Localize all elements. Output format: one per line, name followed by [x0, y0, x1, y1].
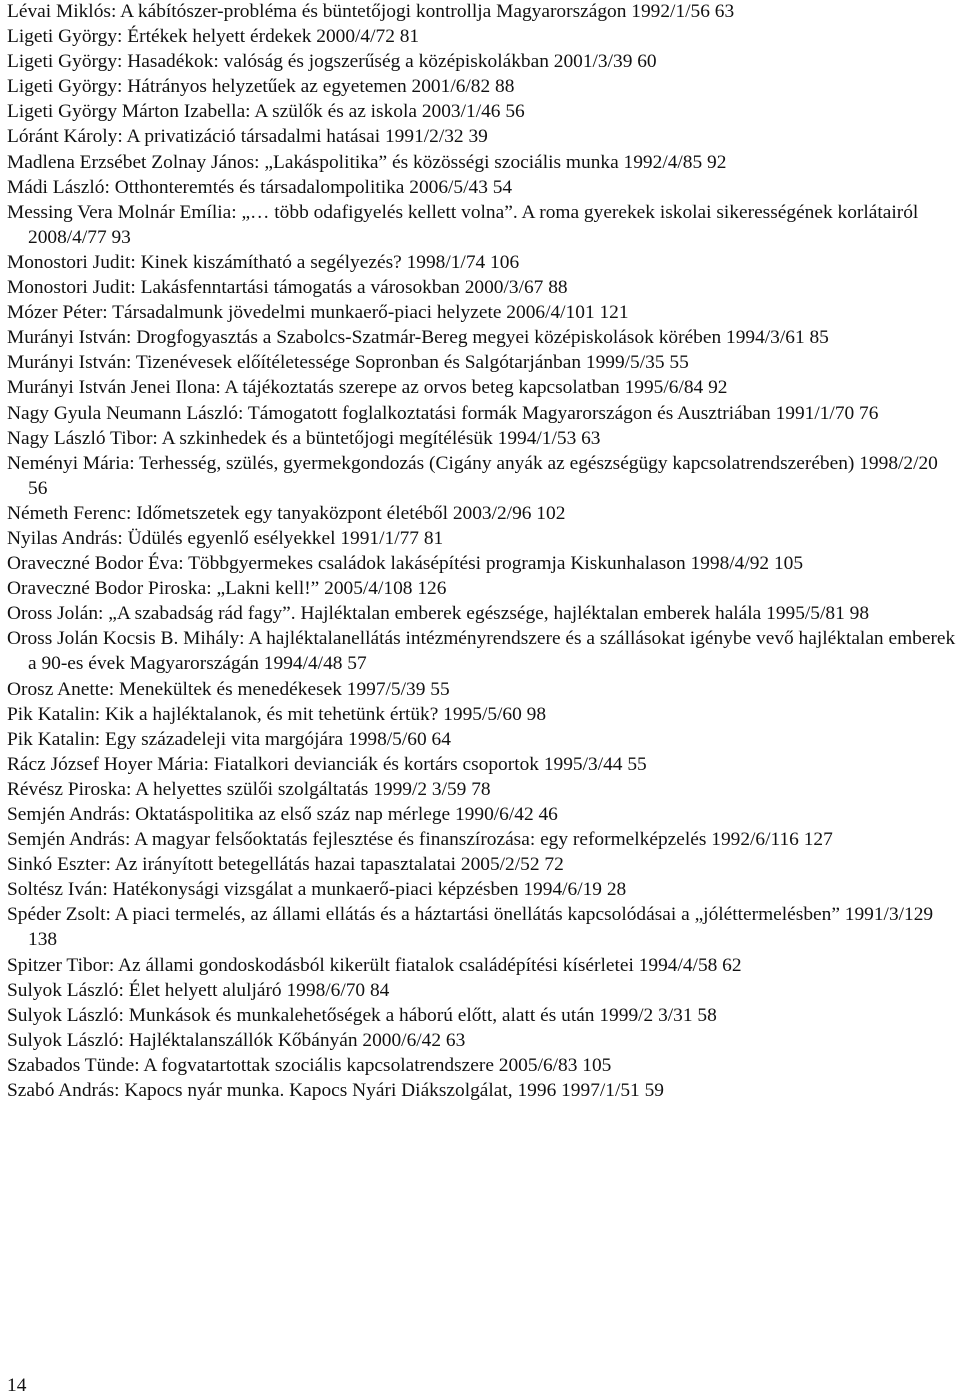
page-number: 14	[7, 1375, 27, 1396]
bibliography-entry: Spitzer Tibor: Az állami gondoskodásból kikerült fiatalok családépítési kísérletei 1994/4/58 62	[7, 954, 742, 976]
bibliography-entry: Neményi Mária: Terhesség, szülés, gyermekgondozás (Cigány anyák az egészségügy kapcsolatrendszerében) 1998/2/20 56	[7, 452, 938, 499]
bibliography-entry: Monostori Judit: Kinek kiszámítható a segélyezés? 1998/1/74 106	[7, 251, 520, 273]
bibliography-entry: Sulyok László: Munkások és munkalehetőségek a háború előtt, alatt és után 1999/2 3/31 58	[7, 1004, 717, 1026]
bibliography-entry: Nyilas András: Üdülés egyenlő esélyekkel 1991/1/77 81	[7, 527, 444, 549]
bibliography-entry: Oraveczné Bodor Piroska: „Lakni kell!” 2005/4/108 126	[7, 578, 447, 600]
bibliography-entry: Németh Ferenc: Időmetszetek egy tanyaközpont életéből 2003/2/96 102	[7, 502, 566, 524]
bibliography-entry: Oross Jolán Kocsis B. Mihály: A hajléktalanellátás intézményrendszere és a szállásokat igénybe vevő hajléktalan emberek a 90-es évek Magyarországán 1994/4/48 57	[7, 628, 956, 675]
bibliography-entry: Orosz Anette: Menekültek és menedékesek 1997/5/39 55	[7, 678, 450, 700]
bibliography-entry: Sinkó Eszter: Az irányított betegellátás hazai tapasztalatai 2005/2/52 72	[7, 854, 564, 876]
bibliography-entry: Pik Katalin: Egy századeleji vita margójára 1998/5/60 64	[7, 728, 451, 750]
bibliography-entry: Monostori Judit: Lakásfenntartási támogatás a városokban 2000/3/67 88	[7, 277, 568, 299]
bibliography-entry: Ligeti György Márton Izabella: A szülők és az iskola 2003/1/46 56	[7, 101, 525, 123]
bibliography-entry: Oraveczné Bodor Éva: Többgyermekes családok lakásépítési programja Kiskunhalason 1998/4/92 105	[7, 553, 804, 575]
bibliography-entry: Sulyok László: Hajléktalanszállók Kőbányán 2000/6/42 63	[7, 1029, 466, 1051]
bibliography-entry: Ligeti György: Hátrányos helyzetűek az egyetemen 2001/6/82 88	[7, 76, 515, 98]
bibliography-entry: Nagy Gyula Neumann László: Támogatott foglalkoztatási formák Magyarországon és Ausztriában 1991/1/70 76	[7, 402, 879, 424]
bibliography-entry: Spéder Zsolt: A piaci termelés, az állami ellátás és a háztartási önellátás kapcsolódásai a „jóléttermelésben” 1991/3/129 138	[7, 904, 934, 951]
bibliography-entry: Ligeti György: Értékek helyett érdekek 2000/4/72 81	[7, 26, 420, 48]
bibliography-entry: Sulyok László: Élet helyett aluljáró 1998/6/70 84	[7, 979, 390, 1001]
bibliography-entry: Lóránt Károly: A privatizáció társadalmi hatásai 1991/2/32 39	[7, 126, 488, 148]
bibliography-entry: Pik Katalin: Kik a hajléktalanok, és mit tehetünk értük? 1995/5/60 98	[7, 703, 547, 725]
bibliography-entry: Semjén András: Oktatáspolitika az első száz nap mérlege 1990/6/42 46	[7, 804, 558, 825]
bibliography-list	[7, 0, 957, 1103]
bibliography-entry: Madlena Erzsébet Zolnay János: „Lakáspolitika” és közösségi szociális munka 1992/4/85 92	[7, 151, 727, 173]
bibliography-entry: Nagy László Tibor: A szkinhedek és a büntetőjogi megítélésük 1994/1/53 63	[7, 427, 601, 449]
bibliography-entry: Szabó András: Kapocs nyár munka. Kapocs Nyári Diákszolgálat, 1996 1997/1/51 59	[7, 1080, 664, 1102]
bibliography-entry: Révész Piroska: A helyettes szülői szolgáltatás 1999/2 3/59 78	[7, 778, 491, 800]
bibliography-entry: Mózer Péter: Társadalmunk jövedelmi munkaerő-piaci helyzete 2006/4/101 121	[7, 302, 629, 324]
bibliography-entry: Soltész Iván: Hatékonysági vizsgálat a munkaerő-piaci képzésben 1994/6/19 28	[7, 879, 627, 901]
bibliography-entry: Murányi István: Drogfogyasztás a Szabolcs-Szatmár-Bereg megyei középiskolások körében 1994/3/61 85	[7, 327, 829, 349]
bibliography-entry: Murányi István: Tizenévesek előítéletessége Sopronban és Salgótarjánban 1999/5/35 55	[7, 352, 689, 374]
bibliography-entry: Messing Vera Molnár Emília: „… több odafigyelés kellett volna”. A roma gyerekek iskolai sikerességének korlátairól 2008/4/77 93	[7, 201, 919, 248]
bibliography-entry: Rácz József Hoyer Mária: Fiatalkori devianciák és kortárs csoportok 1995/3/44 55	[7, 753, 647, 775]
bibliography-entry: Semjén András: A magyar felsőoktatás fejlesztése és finanszírozása: egy reformelképzelés 1992/6/116 127	[7, 829, 833, 851]
bibliography-entry: Szabados Tünde: A fogvatartottak szociális kapcsolatrendszere 2005/6/83 105	[7, 1054, 612, 1076]
bibliography-entry: Oross Jolán: „A szabadság rád fagy”. Hajléktalan emberek egészsége, hajléktalan emberek halála 1995/5/81 98	[7, 603, 870, 625]
bibliography-entry: Ligeti György: Hasadékok: valóság és jogszerűség a középiskolákban 2001/3/39 60	[7, 51, 657, 73]
bibliography-entry: Murányi István Jenei Ilona: A tájékoztatás szerepe az orvos beteg kapcsolatban 1995/6/84 92	[7, 377, 728, 399]
bibliography-entry: Lévai Miklós: A kábítószer-probléma és büntetőjogi kontrollja Magyarországon 1992/1/56 63	[7, 1, 735, 22]
bibliography-entry: Mádi László: Otthonteremtés és társadalompolitika 2006/5/43 54	[7, 176, 513, 198]
